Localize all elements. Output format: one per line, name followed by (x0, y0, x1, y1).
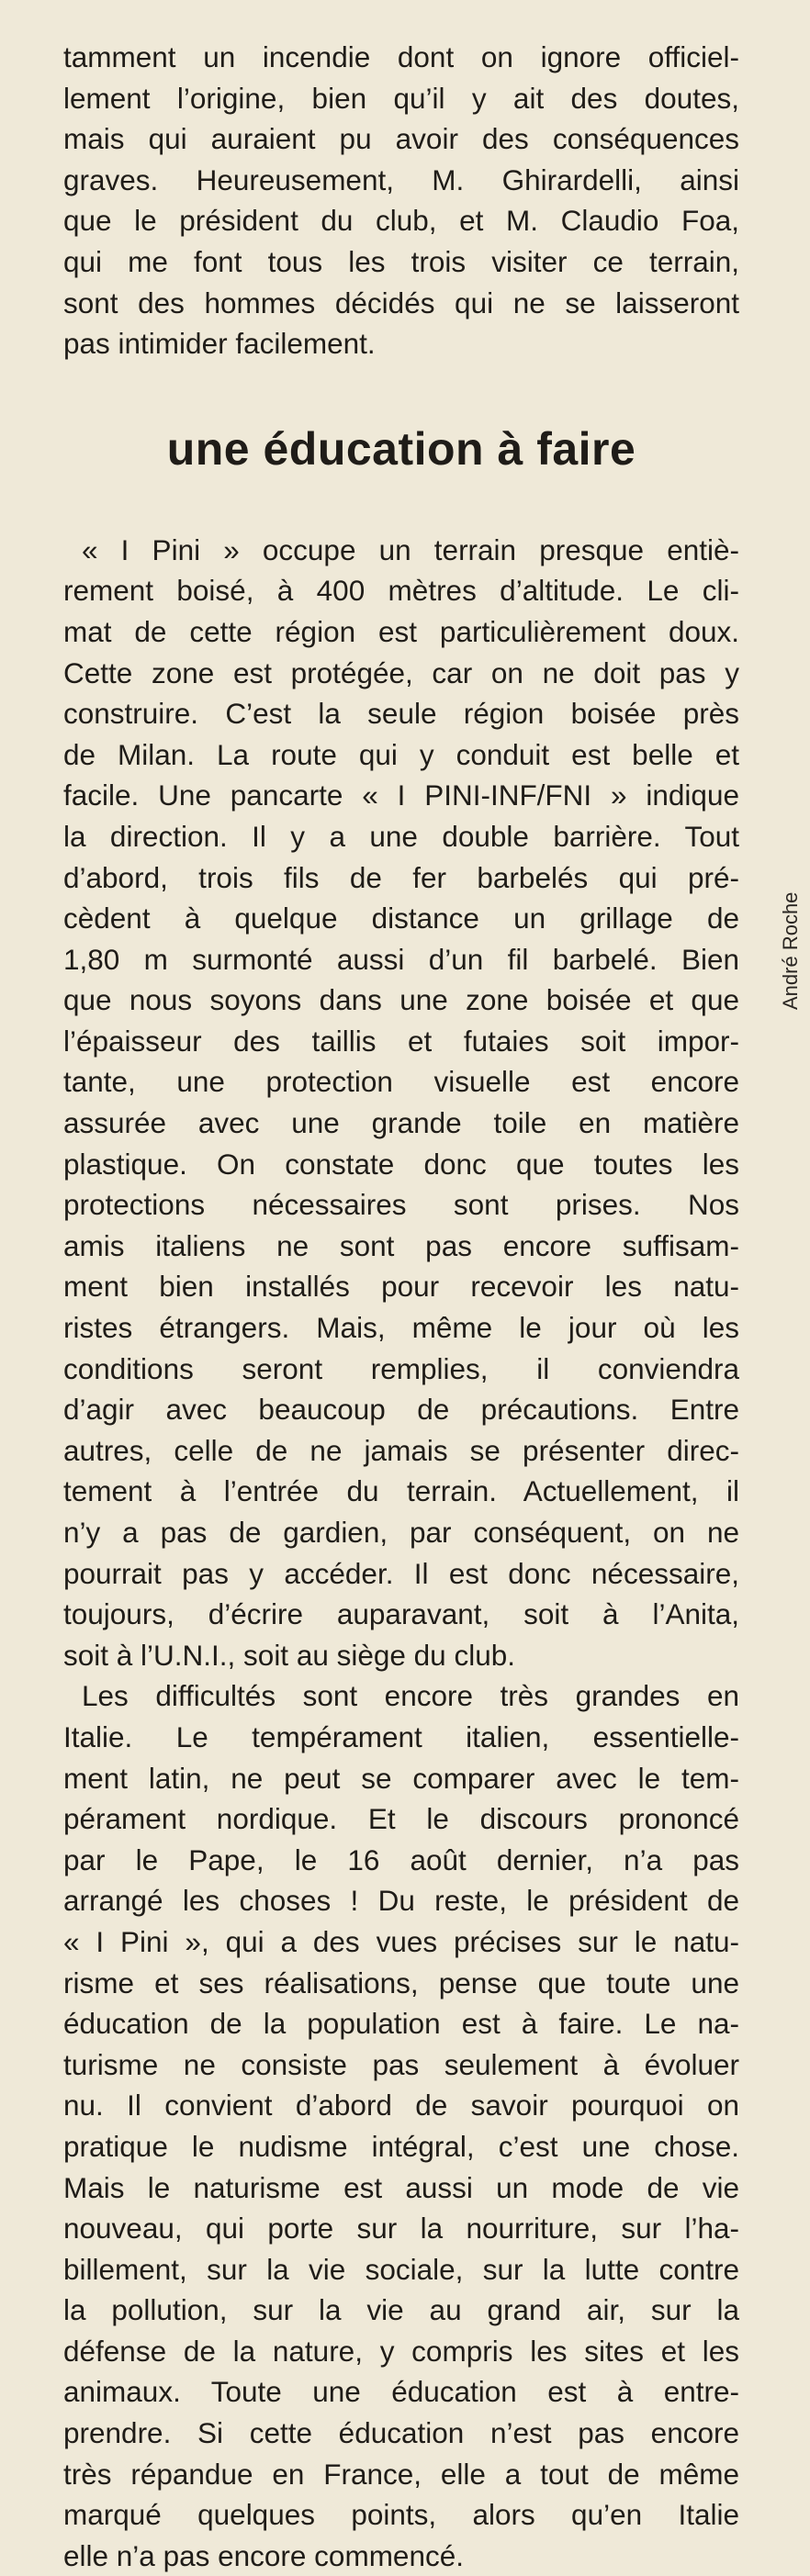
text-line: pas intimider facilement. (63, 327, 376, 361)
text-line: mat de cette région est particulièrement doux. (63, 614, 739, 648)
text-line: que nous soyons dans une zone boisée et que (63, 983, 739, 1017)
text-line: graves. Heureusement, M. Ghirardelli, ainsi (63, 162, 739, 196)
section-heading: une éducation à faire (166, 422, 636, 475)
text-line: d’agir avec beaucoup de précautions. Entre (63, 1393, 739, 1427)
text-line: ment bien installés pour recevoir les natu- (63, 1270, 739, 1304)
text-line: protections nécessaires sont prises. Nos (63, 1188, 739, 1222)
text-line: facile. Une pancarte « I PINI-INF/FNI » indique (63, 778, 739, 812)
intro-paragraph (63, 37, 739, 364)
text-line: Les difficultés sont encore très grandes en (82, 1679, 739, 1713)
photo-credit: André Roche (779, 891, 802, 1010)
text-line: défense de la nature, y compris les sites et les (63, 2334, 739, 2368)
text-line: nu. Il convient d’abord de savoir pourquoi on (63, 2089, 739, 2122)
text-line: n’y a pas de gardien, par conséquent, on ne (63, 1516, 739, 1549)
text-line: amis italiens ne sont pas encore suffisam- (63, 1228, 739, 1262)
text-line: assurée avec une grande toile en matière (63, 1106, 739, 1140)
text-line: construire. C’est la seule région boisée près (63, 697, 739, 731)
text-line: « I Pini », qui a des vues précises sur le natu- (63, 1924, 739, 1958)
text-line: marqué quelques points, alors qu’en Italie (63, 2498, 739, 2532)
text-line: risme et ses réalisations, pense que toute une (63, 1966, 739, 1999)
text-line: mais qui auraient pu avoir des conséquences (63, 122, 739, 156)
text-line: 1,80 m surmonté aussi d’un fil barbelé. Bien (63, 942, 739, 976)
text-line: autres, celle de ne jamais se présenter direc- (63, 1433, 739, 1467)
text-line: tante, une protection visuelle est encore (63, 1065, 739, 1099)
text-line: pourrait pas y accéder. Il est donc nécessaire, (63, 1556, 739, 1590)
text-line: Italie. Le tempérament italien, essentielle- (63, 1719, 739, 1753)
text-line: Mais le naturisme est aussi un mode de vie (63, 2170, 739, 2204)
text-line: plastique. On constate donc que toutes les (63, 1147, 739, 1181)
text-line: que le président du club, et M. Claudio Foa, (63, 204, 739, 238)
text-line: Cette zone est protégée, car on ne doit pas y (63, 655, 739, 689)
text-line: ment latin, ne peut se comparer avec le tem- (63, 1761, 739, 1795)
text-line: lement l’origine, bien qu’il y ait des doutes, (63, 81, 739, 115)
article-column (63, 37, 739, 2576)
text-line: cèdent à quelque distance un grillage de (63, 902, 739, 935)
text-line: par le Pape, le 16 août dernier, n’a pas (63, 1842, 739, 1876)
text-line: qui me font tous les trois visiter ce terrain, (63, 244, 739, 278)
text-line: d’abord, trois fils de fer barbelés qui pré- (63, 860, 739, 894)
text-line: sont des hommes décidés qui ne se laisseront (63, 286, 739, 319)
text-line: billement, sur la vie sociale, sur la lutte contre (63, 2252, 739, 2286)
text-line: turisme ne consiste pas seulement à évoluer (63, 2047, 739, 2081)
paragraph-2 (63, 1675, 739, 2576)
text-line: ristes étrangers. Mais, même le jour où les (63, 1311, 739, 1345)
text-line: nouveau, qui porte sur la nourriture, sur l’ha- (63, 2212, 739, 2246)
text-line: conditions seront remplies, il conviendra (63, 1351, 739, 1385)
text-line: de Milan. La route qui y conduit est belle et (63, 737, 739, 771)
text-line: l’épaisseur des taillis et futaies soit impor- (63, 1024, 739, 1058)
text-line: elle n’a pas encore commencé. (63, 2538, 464, 2572)
text-line: prendre. Si cette éducation n’est pas encore (63, 2416, 739, 2450)
text-line: toujours, d’écrire auparavant, soit à l’Anita, (63, 1597, 739, 1631)
text-line: arrangé les choses ! Du reste, le président de (63, 1884, 739, 1918)
text-line: la pollution, sur la vie au grand air, sur la (63, 2293, 739, 2327)
text-line: très répandue en France, elle a tout de même (63, 2457, 739, 2491)
text-line: tamment un incendie dont on ignore officiel- (63, 40, 739, 73)
text-line: tement à l’entrée du terrain. Actuellement, il (63, 1474, 739, 1508)
text-line: pérament nordique. Et le discours prononcé (63, 1802, 739, 1836)
text-line: la direction. Il y a une double barrière. Tout (63, 819, 739, 853)
text-line: soit à l’U.N.I., soit au siège du club. (63, 1638, 515, 1672)
paragraph-1 (63, 530, 739, 1676)
text-line: animaux. Toute une éducation est à entre- (63, 2375, 739, 2409)
text-line: éducation de la population est à faire. Le na- (63, 2007, 739, 2041)
text-line: pratique le nudisme intégral, c’est une chose. (63, 2129, 739, 2163)
text-line: « I Pini » occupe un terrain presque entiè- (82, 532, 739, 566)
text-line: rement boisé, à 400 mètres d’altitude. Le cli- (63, 574, 739, 608)
